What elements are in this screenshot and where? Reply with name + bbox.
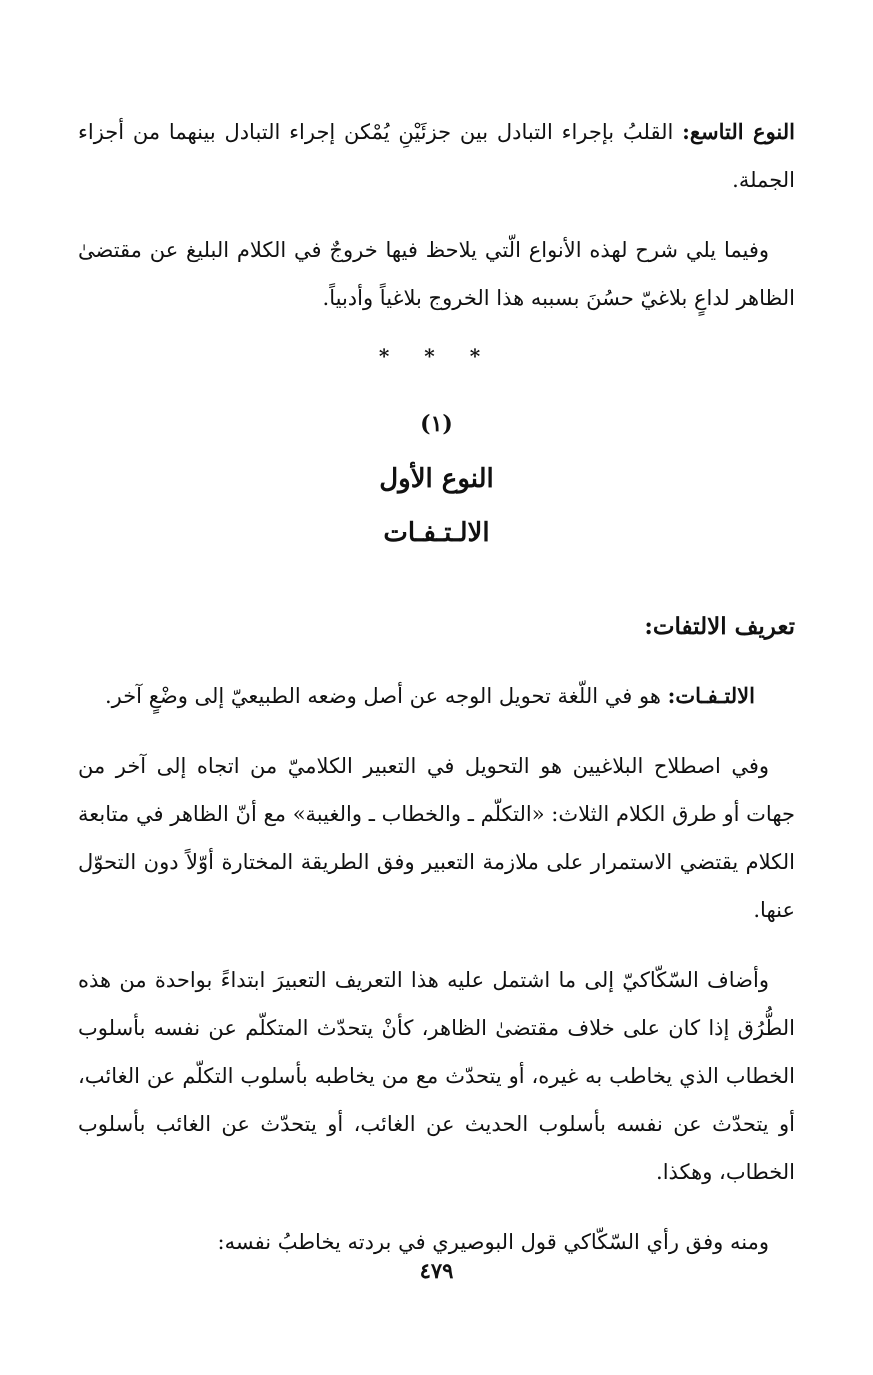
chapter-title: النوع الأول	[379, 464, 494, 494]
paragraph-definition-technical: وفي اصطلاح البلاغيين هو التحويل في التعبير الكلاميّ من اتجاه إلى آخر من جهات أو طرق الكلام الثلاث: «التكلّم ـ والخطاب ـ والغيبة» مع أنّ الظاهر في متابعة الكلام يقتضي الاستمرار على ملازمة التعبير وفق الطريقة المختارة أوّلاً دون التحوّل عنها.	[78, 754, 795, 922]
paragraph-busiri-example: ومنه وفق رأي السّكّاكي قول البوصيري في بردته يخاطبُ نفسه:	[217, 1230, 769, 1254]
paragraph-explanation-intro: وفيما يلي شرح لهذه الأنواع الّتي يلاحظ فيها خروجٌ في الكلام البليغ عن مقتضىٰ الظاهر لداعٍ بلاغيّ حسُنَ بسببه هذا الخروج بلاغياً وأدبياً.	[78, 238, 795, 310]
section-heading: تعريف الالتفات:	[644, 613, 795, 640]
paragraph-text: القلبُ بإجراء التبادل بين جزئَيْنِ يُمْكن إجراء التبادل بينهما من أجزاء الجملة.	[78, 120, 795, 192]
section-separator-stars: * * *	[378, 344, 495, 368]
page-body	[78, 108, 795, 1266]
paragraph-lead-term: الالتـفـات:	[667, 683, 755, 708]
paragraph-lead-term: النوع التاسع:	[682, 119, 795, 144]
chapter-subtitle: الالـتـفـات	[383, 518, 490, 548]
page-number: ٤٧٩	[419, 1258, 454, 1283]
paragraph-sakkaki-addition: وأضاف السّكّاكيّ إلى ما اشتمل عليه هذا التعريف التعبيرَ ابتداءً بواحدة من هذه الطُّرُق إذا كان على خلاف مقتضىٰ الظاهر، كأنْ يتحدّث المتكلّم عن نفسه بأسلوب الخطاب الذي يخاطب به غيره، أو يتحدّث مع من يخاطبه بأسلوب التكلّم عن الغائب، أو يتحدّث عن نفسه بأسلوب الحديث عن الغائب، أو يتحدّث عن الغائب بأسلوب الخطاب، وهكذا.	[78, 968, 795, 1184]
paragraph-text: هو في اللّغة تحويل الوجه عن أصل وضعه الطبيعيّ إلى وضْعٍ آخر.	[104, 684, 668, 708]
paragraph-ninth-type	[78, 108, 795, 204]
chapter-number: (١)	[420, 411, 453, 437]
paragraph-definition-linguistic	[78, 672, 795, 720]
